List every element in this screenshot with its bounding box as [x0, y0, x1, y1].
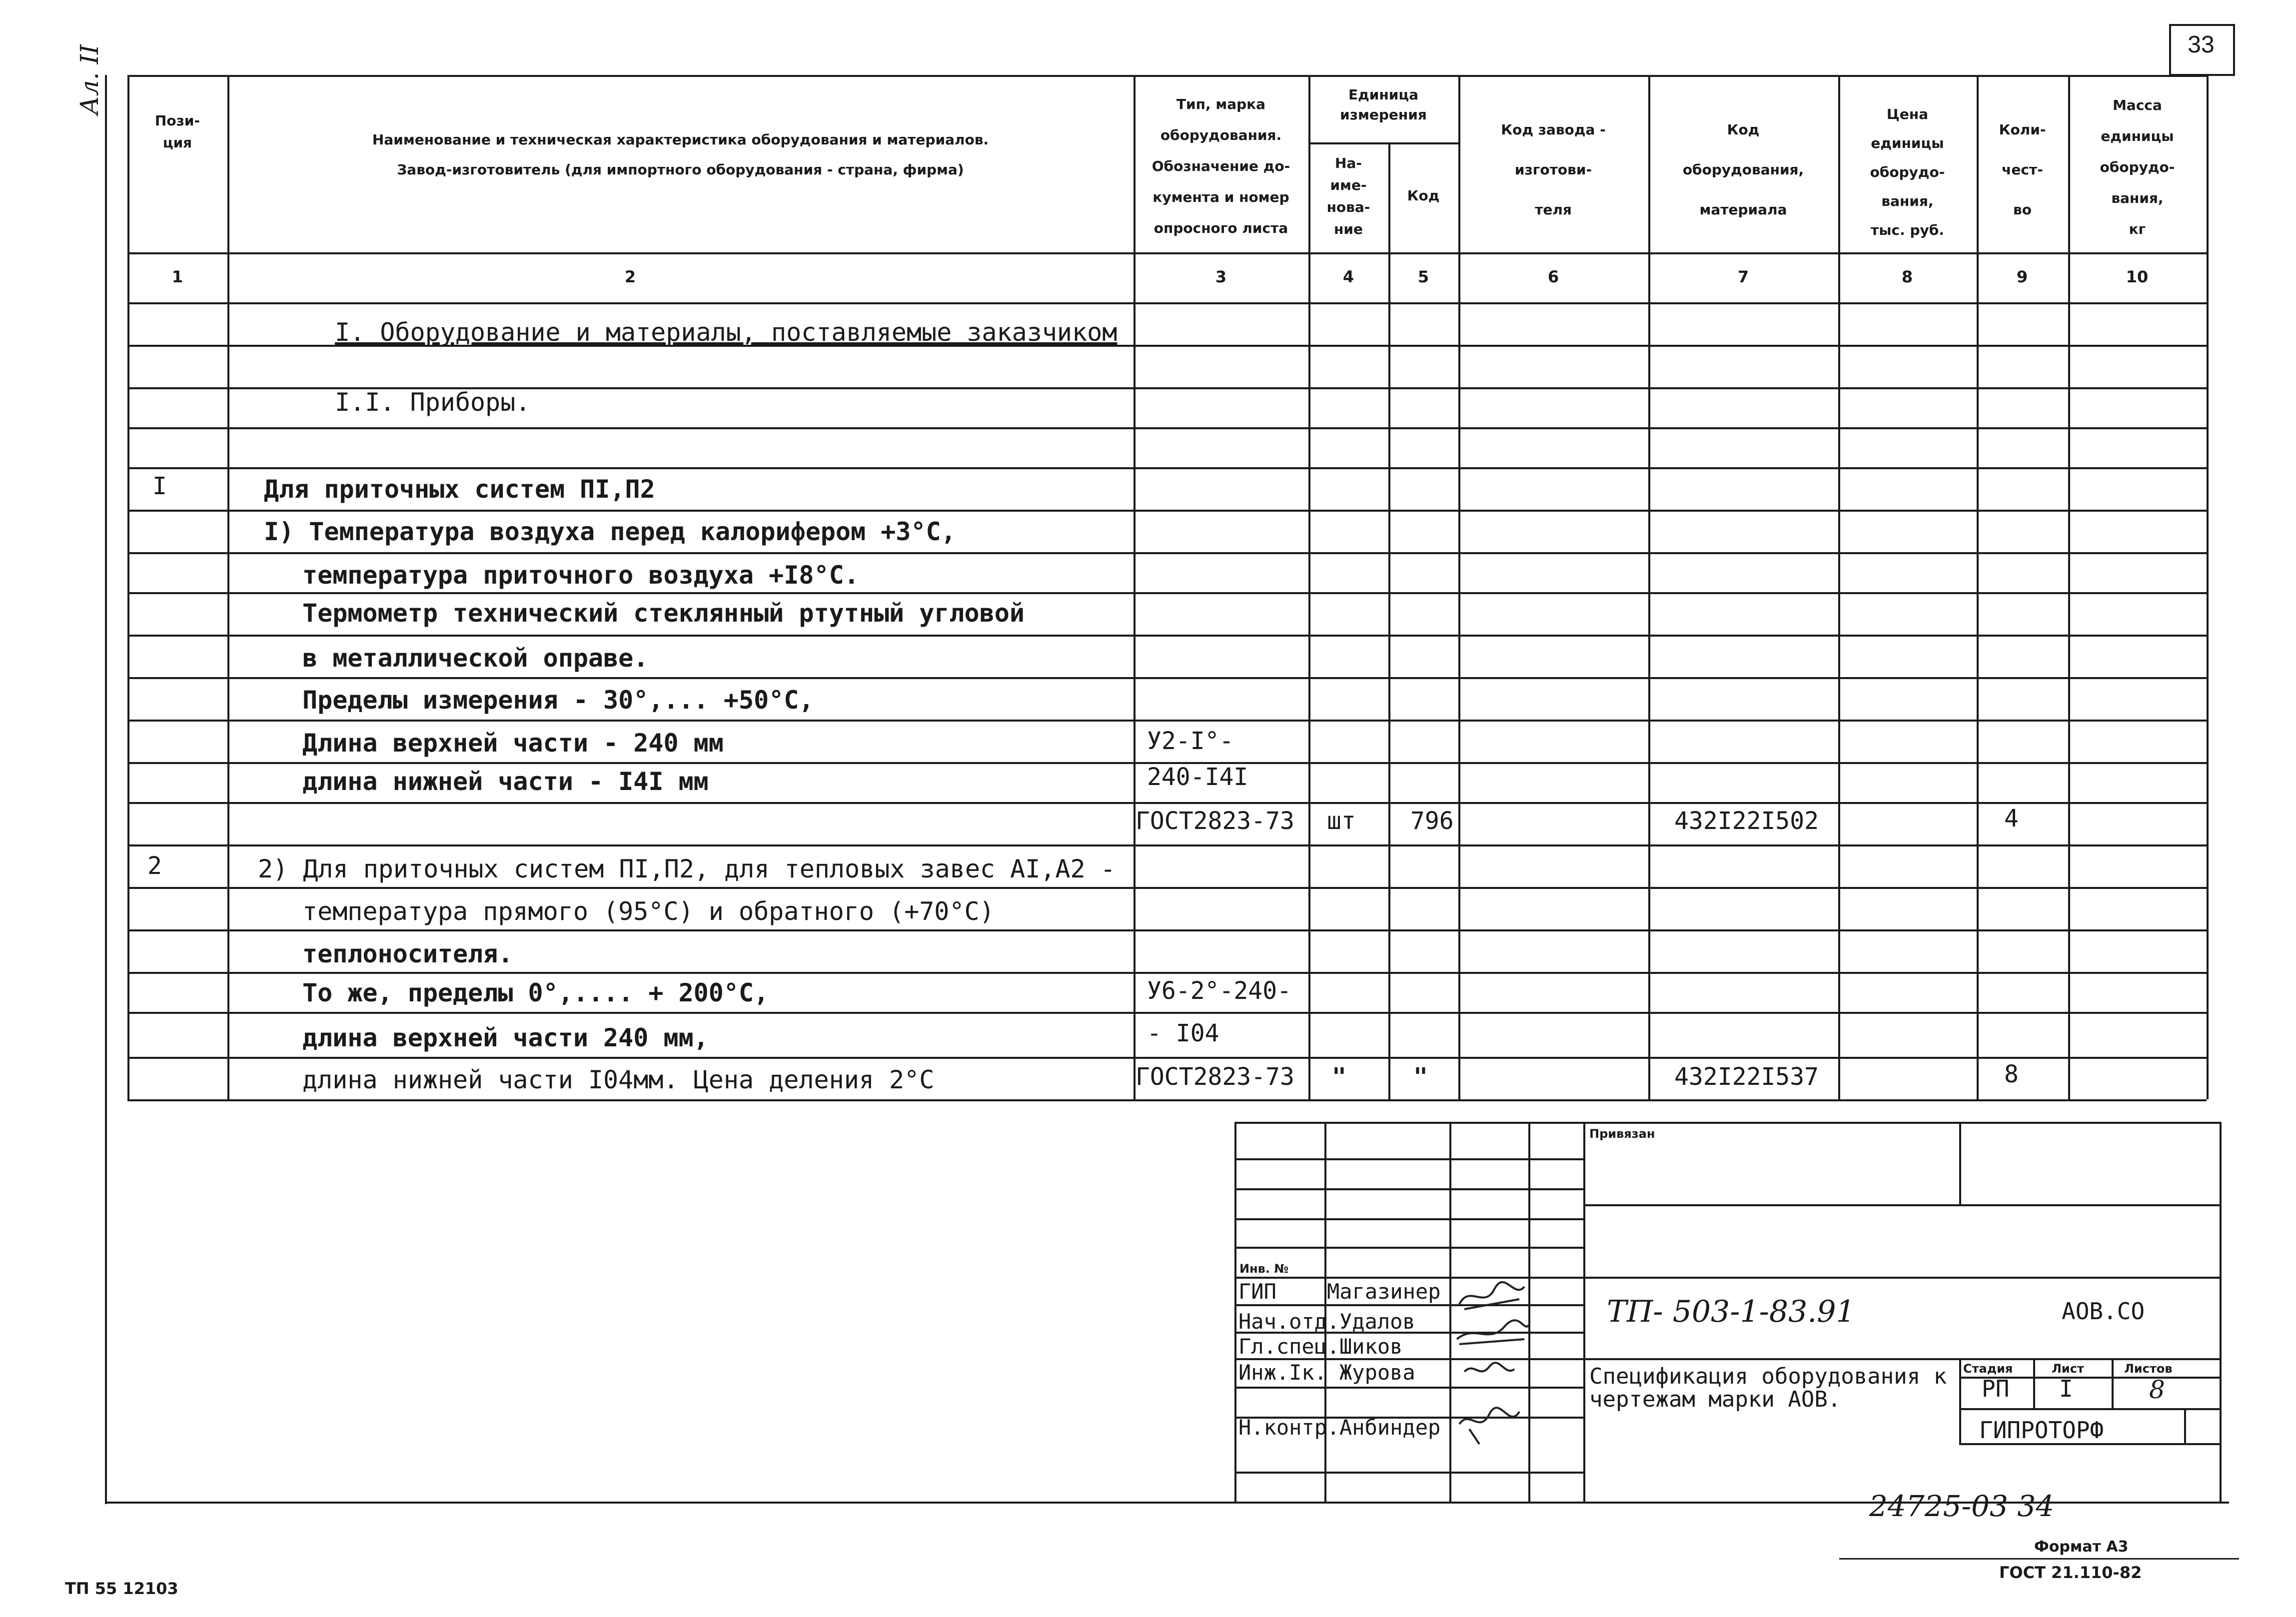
tb-line [2112, 1358, 2114, 1408]
row-text: Длина верхней части - 240 мм [302, 729, 724, 758]
col-number: 3 [1215, 267, 1227, 286]
col-number: 10 [2126, 267, 2149, 286]
row-line [127, 972, 2207, 974]
row-line [127, 427, 2207, 429]
type-cell: 240-I4I [1147, 763, 1248, 791]
col-line [1388, 142, 1390, 1099]
col-number: 7 [1737, 267, 1749, 286]
position-1: I [152, 472, 167, 500]
unit-cell: шт [1327, 807, 1356, 835]
qty-cell: 4 [2004, 805, 2019, 832]
sheets-value: 8 [2149, 1375, 2165, 1404]
col-number: 1 [171, 267, 183, 286]
type-cell: ГОСТ2823-73 [1136, 1063, 1294, 1091]
col-line [2207, 75, 2209, 1099]
tb-line [1583, 1122, 1585, 1502]
row-line [127, 677, 2207, 679]
row-line [127, 1012, 2207, 1014]
format-label: Формат А3 [2034, 1538, 2129, 1556]
row-text: То же, пределы 0°,.... + 200°С, [302, 978, 769, 1007]
sheet-value: I [2059, 1375, 2073, 1402]
row-line [127, 552, 2207, 554]
unit-cell: " [1332, 1063, 1346, 1091]
row-text: I) Температура воздуха перед калорифером +3°С, [264, 517, 956, 546]
position-2: 2 [147, 852, 162, 880]
col-number: 8 [1901, 267, 1913, 286]
name-gl: Шиков [1339, 1334, 1403, 1359]
bound-label: Привязан [1589, 1127, 1655, 1141]
gost-label: ГОСТ 21.110-82 [1999, 1563, 2142, 1582]
row-text: 2) Для приточных систем ПI,П2, для тепловых завес АI,А2 - [258, 854, 1116, 883]
row-text: теплоносителя. [302, 939, 513, 968]
tb-line [1234, 1158, 1583, 1160]
doc-title: Спецификация оборудования к чертежам марки АОВ. [1589, 1364, 1947, 1412]
tb-line [1234, 1472, 1583, 1474]
qty-cell: 8 [2004, 1060, 2019, 1088]
row-text: в металлической оправе. [302, 644, 649, 673]
type-cell: - I04 [1147, 1019, 1219, 1047]
name-nk: Анбиндер [1339, 1415, 1441, 1440]
tb-line [2220, 1122, 2222, 1502]
inv-label: Инв. № [1239, 1262, 1289, 1276]
type-cell: ГОСТ2823-73 [1136, 807, 1294, 835]
footer-line [1839, 1558, 2239, 1560]
tb-line [1234, 1218, 1583, 1220]
tb-line [1234, 1122, 2222, 1124]
role-ing: Инж.Iк. [1238, 1360, 1327, 1385]
col-number: 5 [1417, 267, 1429, 286]
role-gl: Гл.спец. [1238, 1334, 1340, 1359]
role-nach: Нач.отд. [1238, 1309, 1340, 1334]
header-type: Тип, марка оборудования. Обозначение до- кумента и номер опросного листа [1151, 96, 1290, 236]
header-qty: Коли- чест- во [1999, 121, 2046, 218]
row-text: Для приточных систем ПI,П2 [264, 475, 655, 504]
row-line [127, 929, 2207, 931]
row-line [127, 592, 2207, 594]
tb-line [1583, 1204, 2220, 1206]
row-text: температура прямого (95°С) и обратного (+70°С) [302, 897, 995, 926]
handwritten-number: 24725-03 34 [1869, 1489, 2055, 1523]
sheet-label: Лист [2052, 1362, 2084, 1376]
row-text: длина верхней части 240 мм, [302, 1023, 709, 1052]
header-equipment-code: Код оборудования, материала [1682, 121, 1804, 218]
row-text: Пределы измерения - 30°,... +50°С, [302, 686, 814, 715]
col-number: 6 [1547, 267, 1559, 286]
name-gip: Магазинер [1327, 1279, 1441, 1304]
row-line [127, 467, 2207, 469]
section-title: I. Оборудование и материалы, поставляемые заказчиком [335, 318, 1118, 347]
row-line [127, 510, 2207, 512]
name-nach: Удалов [1339, 1309, 1415, 1334]
stage-value: РП [1982, 1375, 2010, 1402]
colnum-bottom-line [127, 302, 2207, 304]
row-line [127, 1099, 2207, 1101]
equipment-code-cell: 432I22I537 [1674, 1063, 1819, 1091]
row-line [127, 802, 2207, 804]
col-number: 4 [1342, 267, 1354, 286]
doc-code: ТП- 503-1-83.91 [1607, 1294, 1855, 1329]
signatures [1449, 1279, 1534, 1449]
header-pos: Пози- ция [154, 112, 200, 151]
header-manufacturer-code: Код завода - изготови- теля [1501, 121, 1606, 218]
row-line [127, 1057, 2207, 1059]
footer-left: ТП 55 12103 [65, 1579, 178, 1598]
row-text: длина нижней части I04мм. Цена деления 2°С [302, 1065, 935, 1094]
stage-label: Стадия [1963, 1362, 2013, 1376]
doc-mark: АОВ.СО [2062, 1298, 2145, 1325]
row-line [127, 887, 2207, 889]
tb-line [1583, 1277, 2220, 1279]
tb-line [2184, 1408, 2186, 1443]
row-line [127, 844, 2207, 846]
col-number: 9 [2016, 267, 2028, 286]
left-margin-line [105, 75, 107, 1504]
tb-line [1959, 1408, 2220, 1410]
role-nk: Н.контр. [1238, 1415, 1340, 1440]
subsection-title: I.I. Приборы. [335, 388, 531, 417]
row-text: Термометр технический стеклянный ртутный угловой [302, 599, 1025, 628]
unit-divider-line [1308, 142, 1458, 144]
header-price: Цена единицы оборудо- вания, тыс. руб. [1870, 106, 1945, 238]
header-name: Наименование и техническая характеристика оборудования и материалов. Завод-изготовитель (для импортного оборудования - страна, фирма) [372, 131, 989, 178]
type-cell: У6-2°-240- [1147, 977, 1291, 1005]
header-unit-name: На- име- нова- ние [1326, 155, 1370, 237]
name-ing: Журова [1339, 1360, 1415, 1385]
col-line [227, 75, 229, 1099]
header-bottom-line [127, 252, 2207, 254]
row-text: длина нижней части - I4I мм [302, 767, 709, 796]
role-gip: ГИП [1238, 1279, 1276, 1304]
side-mark: Ал. II [75, 44, 104, 115]
tb-line [1234, 1247, 1583, 1249]
tb-line [2033, 1358, 2035, 1408]
tb-line [1959, 1358, 1961, 1443]
row-text: температура приточного воздуха +I8°С. [302, 561, 859, 590]
unit-code-cell: 796 [1410, 807, 1454, 835]
header-mass: Масса единицы оборудо- вания, кг [2100, 97, 2175, 237]
tb-line [1234, 1277, 1583, 1279]
unit-code-cell: " [1413, 1063, 1428, 1091]
page-number: 33 [2188, 31, 2215, 58]
col-number: 2 [624, 267, 636, 286]
header-unit-code: Код [1407, 187, 1440, 204]
tb-line [1959, 1122, 1961, 1204]
sheets-label: Листов [2124, 1362, 2173, 1376]
row-line [127, 635, 2207, 637]
type-cell: У2-I°- [1147, 727, 1234, 755]
tb-line [1234, 1122, 1236, 1502]
organization: ГИПРОТОРФ [1979, 1417, 2104, 1444]
tb-line [1234, 1188, 1583, 1190]
table-top-line [127, 75, 2207, 77]
header-unit: Единица измерения [1340, 86, 1427, 123]
equipment-code-cell: 432I22I502 [1674, 807, 1819, 835]
row-line [127, 720, 2207, 722]
col-line [127, 75, 129, 1099]
